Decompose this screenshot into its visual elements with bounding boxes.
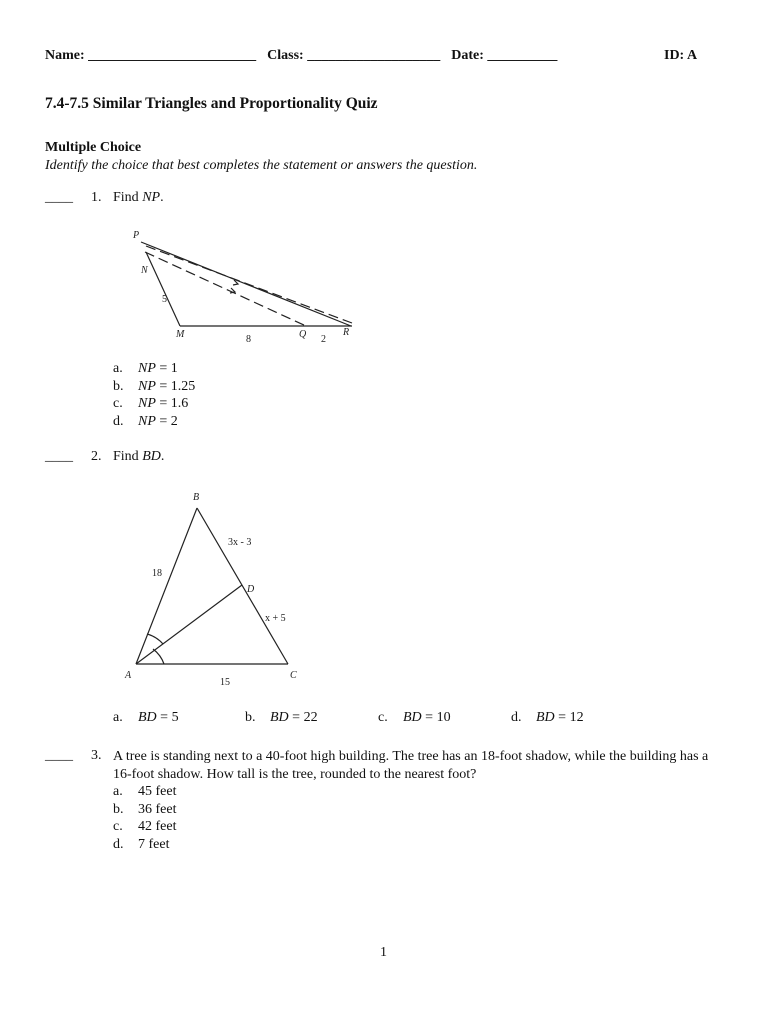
choice-2c[interactable]: c. BD = 10 <box>378 710 451 725</box>
length-ac: 15 <box>220 677 230 688</box>
choice-1b[interactable]: b. NP = 1.25 <box>113 378 196 394</box>
length-bd: 3x - 3 <box>228 537 252 548</box>
length-qr: 2 <box>321 334 326 345</box>
label-b: B <box>193 492 200 503</box>
triangle-figure-2 <box>118 482 343 692</box>
answer-blank-2[interactable]: ____ <box>45 449 73 464</box>
label-q: Q <box>299 329 307 340</box>
question-number-1: 1. <box>91 190 102 205</box>
choice-3a[interactable]: a. 45 feet <box>113 784 177 799</box>
student-info-header <box>45 48 557 64</box>
label-p: P <box>133 230 140 241</box>
choices-1 <box>113 360 195 430</box>
name-blank: ________________________ <box>88 48 257 63</box>
choice-3b[interactable]: b. 36 feet <box>113 801 177 817</box>
choice-1d[interactable]: d. NP = 2 <box>113 413 178 429</box>
length-ab: 18 <box>152 568 162 579</box>
choice-1c[interactable]: c. NP = 1.6 <box>113 396 189 411</box>
class-blank: ___________________ <box>307 48 441 63</box>
question-prompt-1: Find NP. <box>113 190 164 205</box>
label-a: A <box>125 670 132 681</box>
choice-3c[interactable]: c. 42 feet <box>113 819 177 834</box>
question-number-3: 3. <box>91 748 102 763</box>
question-prompt-2: Find BD. <box>113 449 165 464</box>
question-prompt-3 <box>113 748 708 853</box>
answer-blank-1[interactable]: ____ <box>45 190 73 205</box>
section-heading: Multiple Choice <box>45 140 142 155</box>
length-dc: x + 5 <box>265 613 286 624</box>
name-label: Name: <box>45 48 85 63</box>
page-number: 1 <box>380 945 387 960</box>
label-r: R <box>343 327 350 338</box>
label-d: D <box>247 584 255 595</box>
choice-2a[interactable]: a. BD = 5 <box>113 710 179 725</box>
choice-2d[interactable]: d. BD = 12 <box>511 710 584 725</box>
length-mq: 8 <box>246 334 251 345</box>
choice-3d[interactable]: d. 7 feet <box>113 836 170 852</box>
answer-blank-3[interactable]: ____ <box>45 748 73 763</box>
label-m: M <box>176 329 185 340</box>
triangle-figure-1 <box>118 222 358 362</box>
class-label: Class: <box>267 48 304 63</box>
section-instructions: Identify the choice that best completes the statement or answers the question. <box>45 158 478 173</box>
choice-1a[interactable]: a. NP = 1 <box>113 361 178 376</box>
question-3-line-1: A tree is standing next to a 40-foot high building. The tree has an 18-foot shadow, while the building has a <box>113 749 709 764</box>
page-title: 7.4-7.5 Similar Triangles and Proportionality Quiz <box>45 95 378 112</box>
question-3-line-2: 16-foot shadow. How tall is the tree, rounded to the nearest foot? <box>113 766 477 782</box>
length-nm: 5 <box>162 294 167 305</box>
label-n: N <box>141 265 148 276</box>
date-blank: __________ <box>487 48 558 63</box>
question-number-2: 2. <box>91 449 102 464</box>
choice-2b[interactable]: b. BD = 22 <box>245 710 318 725</box>
label-c: C <box>290 670 297 681</box>
date-label: Date: <box>451 48 484 63</box>
id-label: ID: A <box>664 48 698 63</box>
